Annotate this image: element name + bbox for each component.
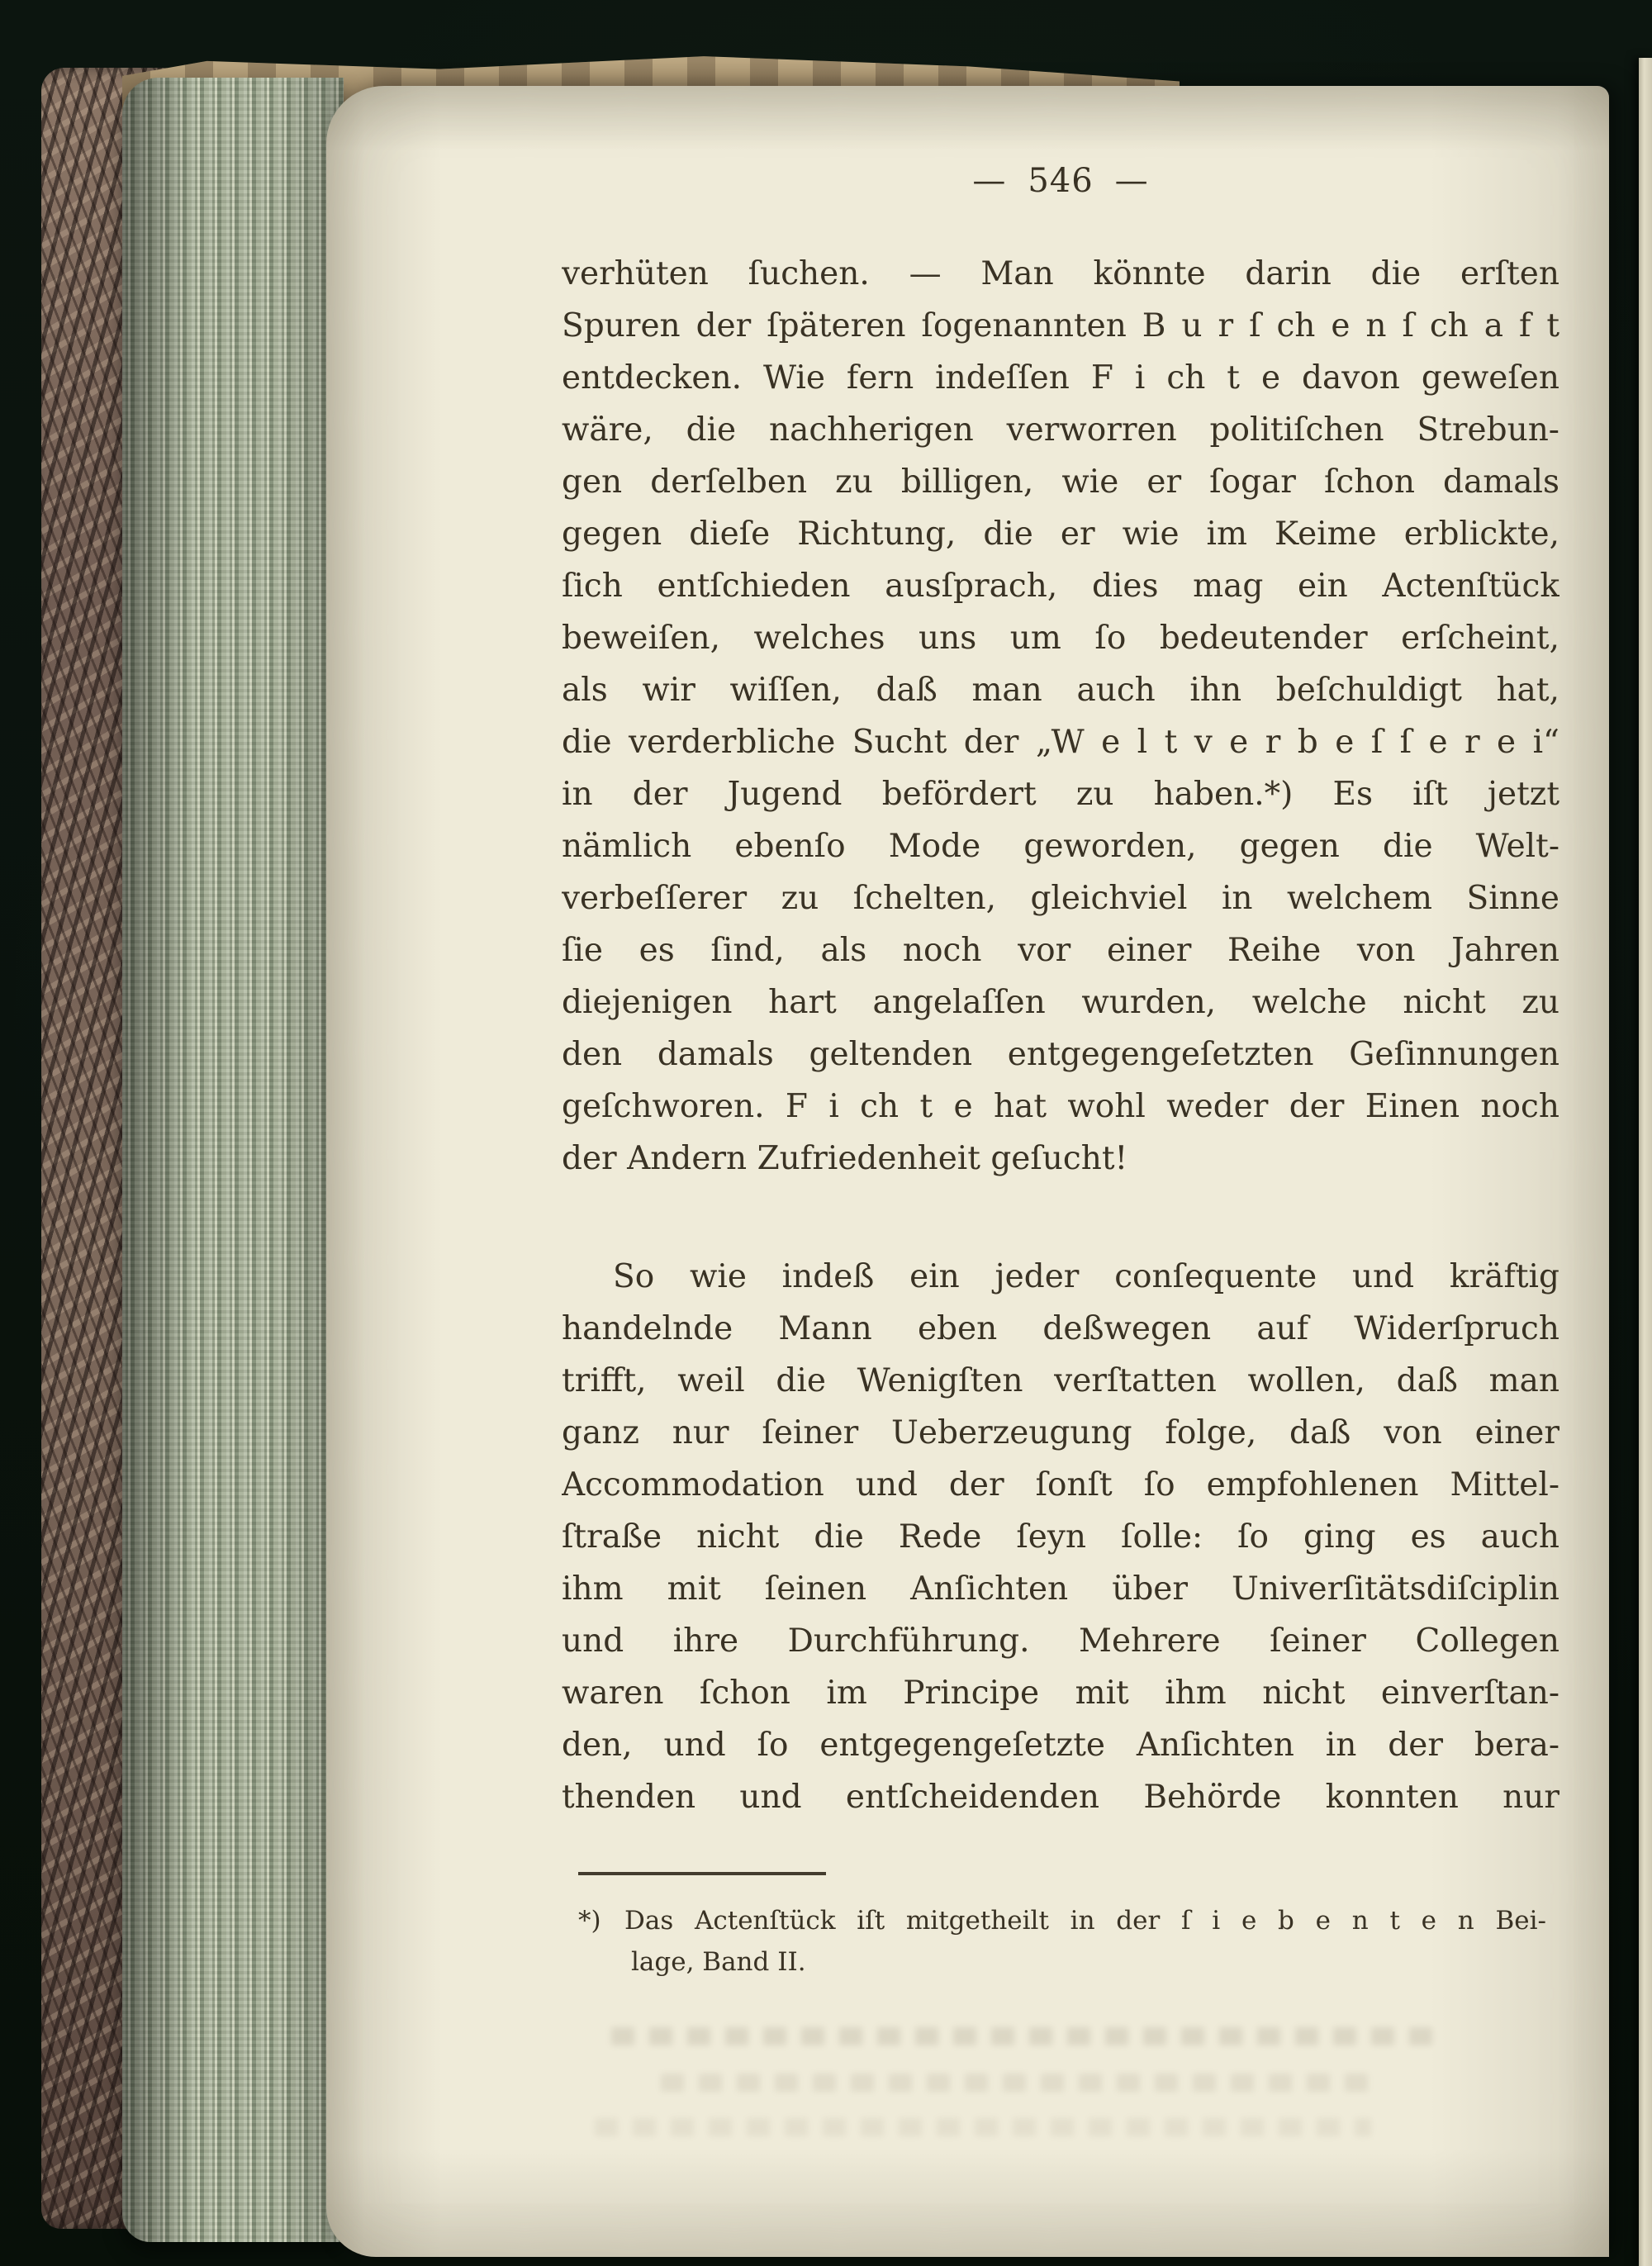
show-through-smudge: [661, 2074, 1371, 2092]
text-line: geſchworen. F i ch t e hat wohl weder der Einen noch: [562, 1088, 1559, 1125]
text-line: ſie es ſind, als noch vor einer Reihe von Jahren: [562, 932, 1559, 969]
footnote-marker: *): [578, 1906, 601, 1936]
header-dash-left: —: [972, 162, 1007, 200]
text-line: ihm mit ſeinen Anſichten über Univerſitätsdiſciplin: [562, 1570, 1559, 1608]
text-line: der Andern Zufriedenheit geſucht!: [562, 1140, 1128, 1177]
page-number: 546: [1028, 162, 1094, 200]
text-line: Spuren der ſpäteren ſogenannten B u r ſ ch e n ſ ch a f t: [562, 307, 1559, 344]
footnote-line: Das Actenſtück iſt mitgetheilt in der ſ i e b e n t e n Bei-: [624, 1906, 1546, 1936]
text-line: den, und ſo entgegengeſetzte Anſichten in der bera-: [562, 1727, 1559, 1764]
text-line: diejenigen hart angelaſſen wurden, welche nicht zu: [562, 984, 1559, 1021]
footnote-rule: [578, 1872, 826, 1875]
text-line: gen derſelben zu billigen, wie er ſogar ſchon damals: [562, 463, 1559, 501]
header-dash-right: —: [1114, 162, 1149, 200]
text-line: Accommodation und der ſonſt ſo empfohlenen Mittel-: [562, 1466, 1559, 1504]
text-line: trifft, weil die Wenigſten verſtatten wollen, daß man: [562, 1362, 1559, 1399]
text-line: und ihre Durchführung. Mehrere ſeiner Collegen: [562, 1622, 1559, 1660]
text-line: entdecken. Wie fern indeſſen F i ch t e davon geweſen: [562, 359, 1559, 397]
footnote-line: lage, Band II.: [631, 1947, 806, 1977]
text-line: handelnde Mann eben deßwegen auf Widerſpruch: [562, 1310, 1559, 1347]
footnote: [578, 1900, 1546, 1983]
text-line: ſtraße nicht die Rede ſeyn ſolle: ſo ging es auch: [562, 1518, 1559, 1556]
show-through-smudge: [611, 2027, 1446, 2045]
paragraph-1: [562, 248, 1559, 1185]
next-page-sliver: [1639, 58, 1652, 2266]
text-line: den damals geltenden entgegengeſetzten Geſinnungen: [562, 1036, 1559, 1073]
text-line: So wie indeß ein jeder conſequente und kräftig: [613, 1258, 1559, 1295]
text-block: [562, 86, 1559, 2257]
text-line: thenden und entſcheidenden Behörde konnten nur: [562, 1779, 1559, 1816]
text-line: nämlich ebenſo Mode geworden, gegen die Welt-: [562, 828, 1559, 865]
footnote-text: [624, 1900, 1546, 1983]
text-line: gegen dieſe Richtung, die er wie im Keime erblickte,: [562, 515, 1559, 553]
text-line: verhüten ſuchen. — Man könnte darin die erſten: [562, 255, 1559, 292]
paragraph-2: [562, 1251, 1559, 1823]
text-line: die verderbliche Sucht der „W e l t v e r b e ſ ſ e r e i“: [562, 724, 1559, 761]
text-line: ſich entſchieden ausſprach, dies mag ein Actenſtück: [562, 568, 1559, 605]
text-line: verbeſſerer zu ſchelten, gleichviel in welchem Sinne: [562, 880, 1559, 917]
page-stack-edge: [122, 78, 344, 2242]
text-line: beweiſen, welches uns um ſo bedeutender erſcheint,: [562, 620, 1559, 657]
text-line: waren ſchon im Principe mit ihm nicht einverſtan-: [562, 1675, 1559, 1712]
book-page: [326, 86, 1609, 2257]
show-through-smudge: [595, 2118, 1371, 2136]
text-line: in der Jugend befördert zu haben.*) Es iſt jetzt: [562, 776, 1559, 813]
text-line: als wir wiſſen, daß man auch ihn beſchuldigt hat,: [562, 672, 1559, 709]
text-line: ganz nur ſeiner Ueberzeugung folge, daß von einer: [562, 1414, 1559, 1451]
text-line: wäre, die nachherigen verworren politiſchen Strebun-: [562, 411, 1559, 449]
